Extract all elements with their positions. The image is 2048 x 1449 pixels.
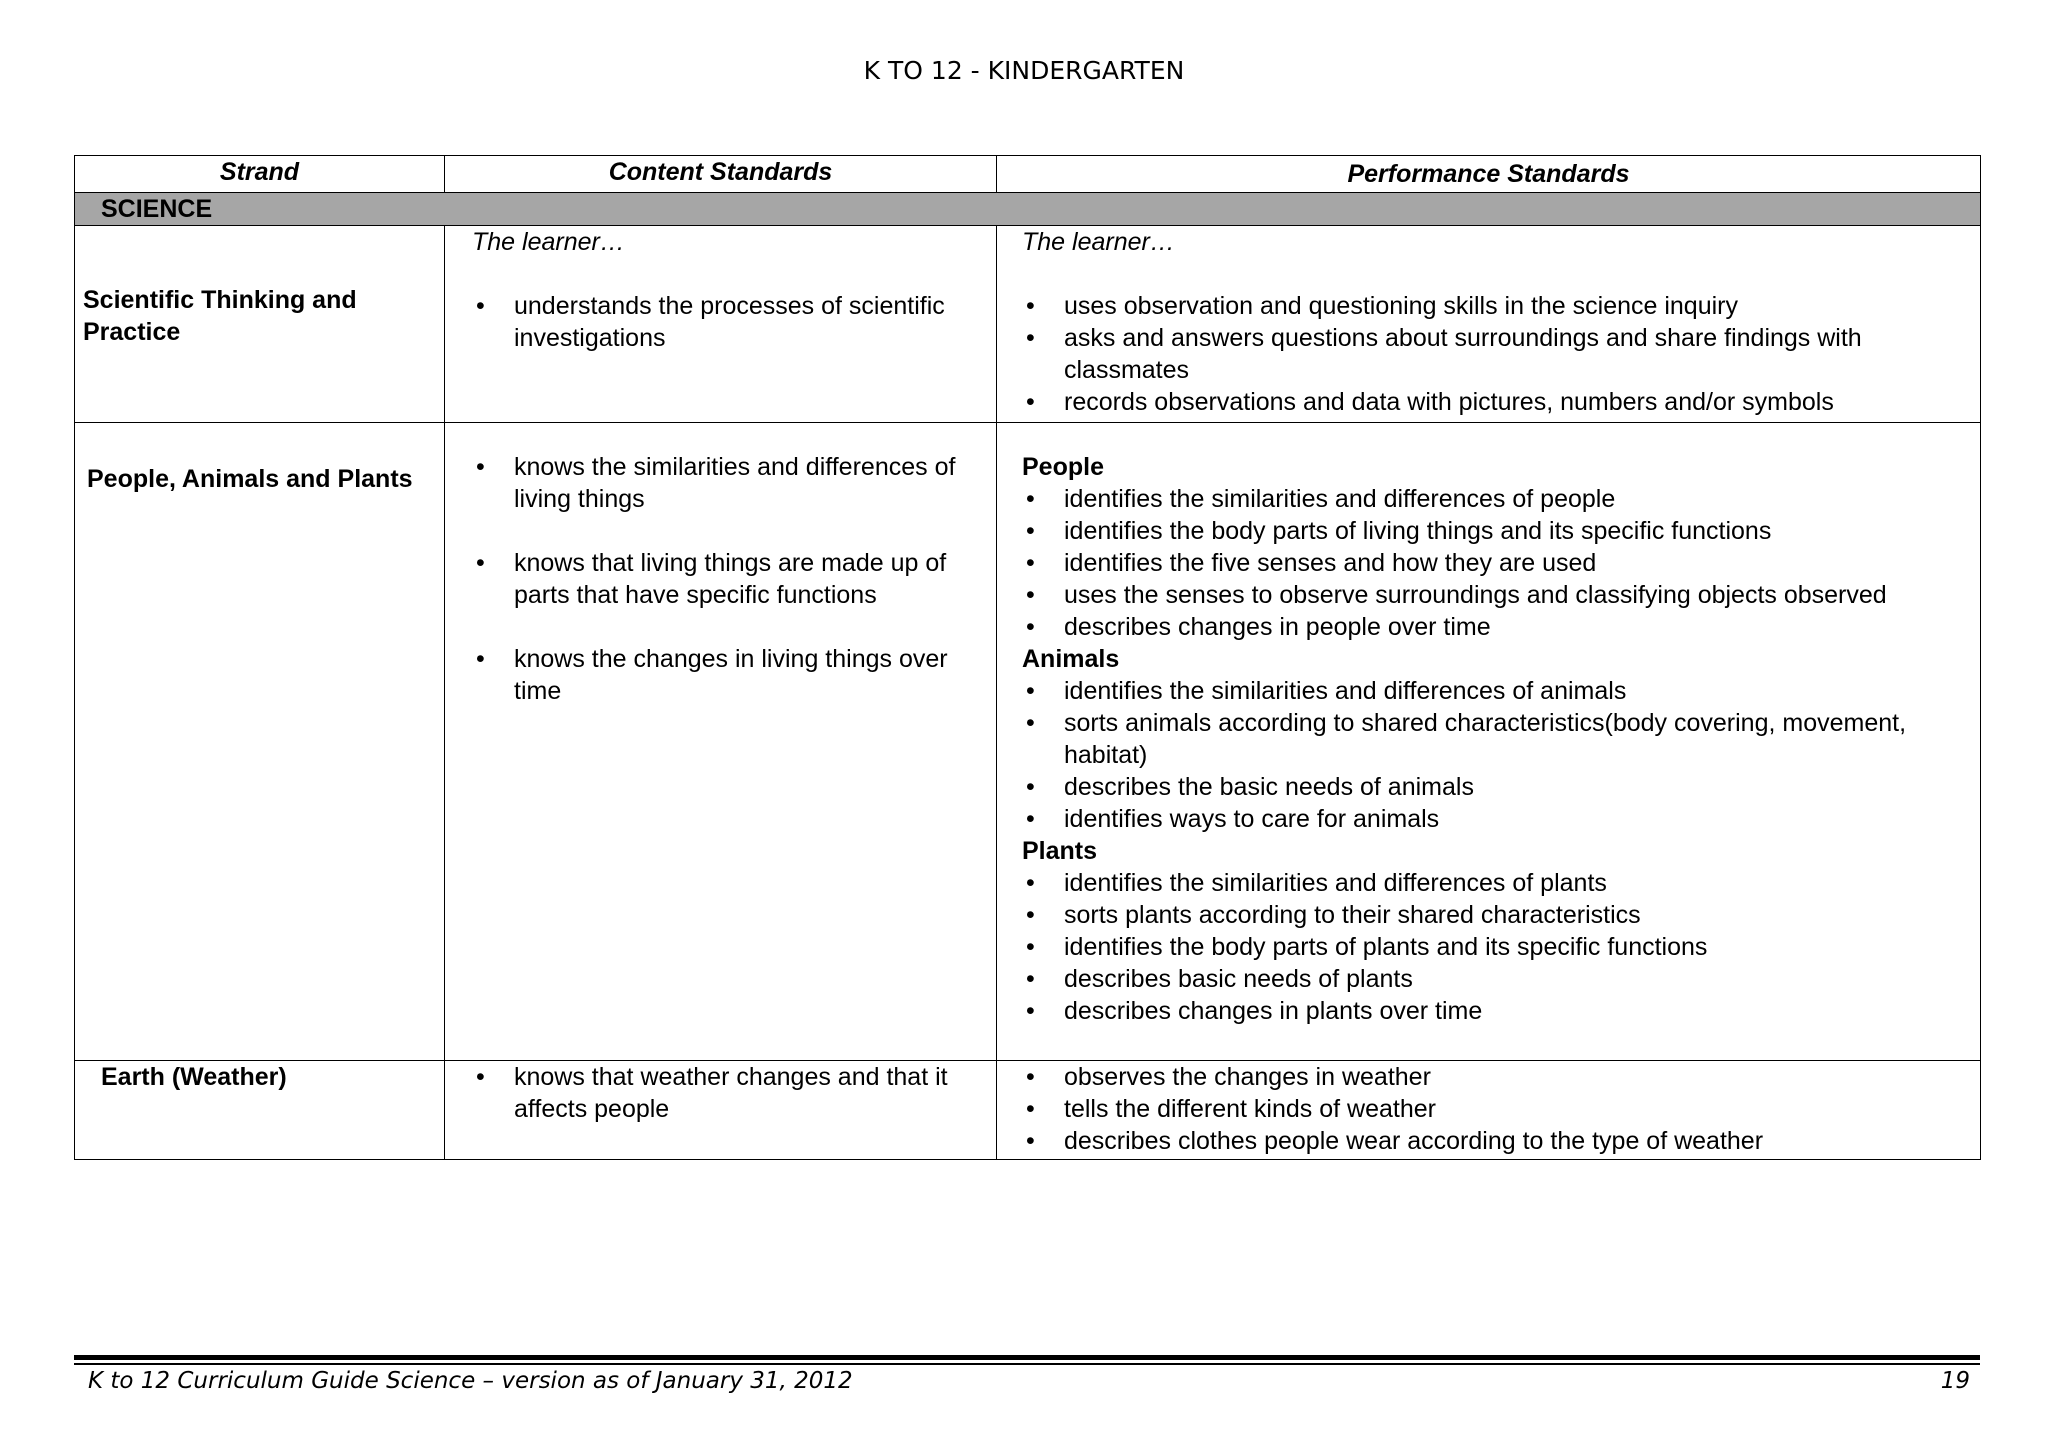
list-item: • identifies the similarities and differences of people xyxy=(1022,483,1970,515)
list-item: • describes changes in plants over time xyxy=(1022,995,1970,1027)
footer-divider xyxy=(74,1355,1980,1360)
learner-intro: The learner… xyxy=(472,228,625,256)
list-item: • sorts plants according to their shared characteristics xyxy=(1022,899,1970,931)
group-title-people: People xyxy=(1022,453,1104,481)
strand-cell xyxy=(75,1061,445,1160)
curriculum-table xyxy=(74,155,1981,1160)
strand-cell xyxy=(75,423,445,1061)
content-list xyxy=(472,1061,986,1125)
list-item: • uses observation and questioning skills in the science inquiry xyxy=(1022,290,1970,322)
content-list xyxy=(472,451,986,707)
table-row xyxy=(75,423,1981,1061)
footer-version-text: K to 12 Curriculum Guide Science – version as of January 31, 2012 xyxy=(88,1368,853,1394)
list-item: • describes clothes people wear according to the type of weather xyxy=(1022,1125,1970,1157)
list-item: • describes changes in people over time xyxy=(1022,611,1970,643)
performance-standards-cell xyxy=(997,423,1981,1061)
list-item: • knows the similarities and differences of living things xyxy=(472,451,986,515)
strand-label: Scientific Thinking and Practice xyxy=(83,286,357,346)
list-item: • observes the changes in weather xyxy=(1022,1061,1970,1093)
performance-standards-cell xyxy=(997,226,1981,423)
performance-standards-cell xyxy=(997,1061,1981,1160)
column-header-performance-standards: Performance Standards xyxy=(997,156,1981,193)
content-standards-cell xyxy=(445,423,997,1061)
group-title-plants: Plants xyxy=(1022,837,1098,865)
list-item: • records observations and data with pictures, numbers and/or symbols xyxy=(1022,386,1970,418)
performance-list xyxy=(1022,290,1970,418)
list-item: • knows the changes in living things over time xyxy=(472,643,986,707)
table-row xyxy=(75,1061,1981,1160)
column-header-content-standards: Content Standards xyxy=(445,156,997,193)
page-title: K TO 12 - KINDERGARTEN xyxy=(863,56,1185,85)
people-list xyxy=(1022,483,1970,643)
list-item: • identifies the similarities and differences of plants xyxy=(1022,867,1970,899)
performance-list xyxy=(1022,1061,1970,1157)
section-label: SCIENCE xyxy=(75,193,1981,226)
section-row xyxy=(75,193,1981,226)
learner-intro: The learner… xyxy=(1022,228,1175,256)
page-number: 19 xyxy=(1940,1368,1970,1394)
table-row xyxy=(75,226,1981,423)
footer-divider-thin xyxy=(74,1363,1980,1365)
content-list xyxy=(472,290,986,354)
list-item: • identifies ways to care for animals xyxy=(1022,803,1970,835)
content-standards-cell xyxy=(445,1061,997,1160)
list-item: • uses the senses to observe surroundings and classifying objects observed xyxy=(1022,579,1970,611)
list-item: • knows that weather changes and that it affects people xyxy=(472,1061,986,1125)
list-item: • sorts animals according to shared characteristics(body covering, movement, habitat) xyxy=(1022,707,1970,771)
column-header-strand: Strand xyxy=(75,156,445,193)
list-item: • understands the processes of scientific investigations xyxy=(472,290,986,354)
list-item: • describes basic needs of plants xyxy=(1022,963,1970,995)
list-item: • identifies the body parts of plants and its specific functions xyxy=(1022,931,1970,963)
plants-list xyxy=(1022,867,1970,1027)
list-item: • asks and answers questions about surroundings and share findings with classmates xyxy=(1022,322,1970,386)
animals-list xyxy=(1022,675,1970,835)
list-item: • tells the different kinds of weather xyxy=(1022,1093,1970,1125)
list-item: • describes the basic needs of animals xyxy=(1022,771,1970,803)
list-item: • identifies the body parts of living things and its specific functions xyxy=(1022,515,1970,547)
group-title-animals: Animals xyxy=(1022,645,1120,673)
strand-cell xyxy=(75,226,445,423)
list-item: • identifies the five senses and how they are used xyxy=(1022,547,1970,579)
table-header-row xyxy=(75,156,1981,193)
strand-label: Earth (Weather) xyxy=(101,1063,287,1091)
content-standards-cell xyxy=(445,226,997,423)
strand-label: People, Animals and Plants xyxy=(87,465,413,493)
list-item: • identifies the similarities and differences of animals xyxy=(1022,675,1970,707)
list-item: • knows that living things are made up of parts that have specific functions xyxy=(472,547,986,611)
